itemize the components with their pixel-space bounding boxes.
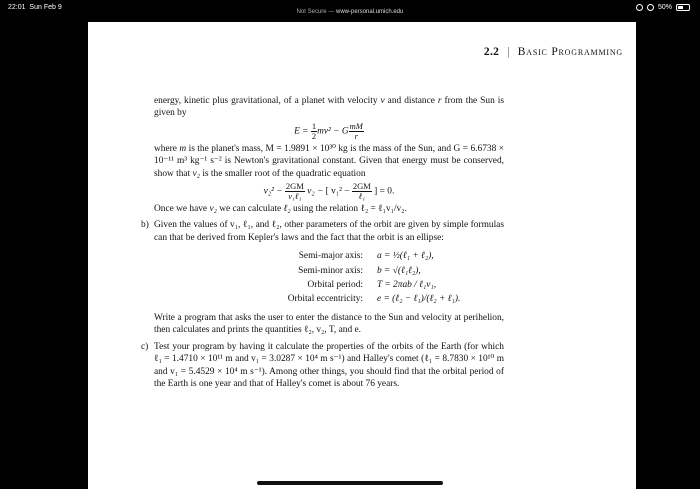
part-c-text: Test your program by having it calculate the properties of the orbits of the Earth (for which ℓ₁ = 1.4710 × 10¹¹ m and v₁ = 3.0287 × 10⁴ m s⁻¹) and Halley's comet (ℓ₁ = 8.7830 × 10¹⁰ m and v₁ = 5.4529 × 10⁴ m s⁻¹). Among other things, you should find that the orbital period of the Earth is one year and that of Halley's comet is about 76 years. (154, 341, 504, 389)
part-c-label: c) (141, 341, 149, 352)
part-c (141, 341, 504, 391)
formula-row: Orbital eccentricity: e = (ℓ₂ − ℓ₁)/(ℓ₂ + ℓ₁). (287, 294, 461, 305)
document-page (88, 22, 636, 489)
paragraph-program: Write a program that asks the user to enter the distance to the Sun and velocity at perihelion, then calculates and prints the quantities ℓ₂, v₂, T, and e. (154, 312, 504, 336)
orbit-formulas (254, 250, 504, 306)
paragraph-relation: Once we have v₂ we can calculate ℓ₂ using the relation ℓ₂ = ℓ₁v₁/v₂. (154, 204, 407, 215)
document-body (141, 95, 504, 390)
section-number: 2.2 (483, 46, 500, 58)
home-indicator[interactable] (257, 481, 443, 485)
equation-energy: E = $\frac{1}{2}$ mv² − G $\frac{mM}{r}$ (294, 120, 363, 141)
page-header: 2.2 | Basic Programming (483, 46, 623, 58)
formula-row: Semi-major axis: a = ½(ℓ₁ + ℓ₂), (298, 251, 434, 262)
url-host: www-personal.umich.edu (335, 9, 404, 15)
part-b-label: b) (141, 220, 149, 231)
part-b (141, 219, 504, 244)
equation-quadratic: v₂² − $\frac{2GM}{\text{v₁ℓ₁}}$ v₂ − [ v₁² − $\frac{2GM}{\text{ℓ₁}}$ ] = 0. (263, 181, 395, 202)
not-secure-label: Not Secure — (296, 9, 335, 15)
status-time: 22:01 Sun Feb 9 (8, 4, 62, 11)
section-title: Basic Programming (517, 46, 623, 58)
battery-percent: 50% (657, 4, 672, 11)
formula-row: Orbital period: T = 2πab / ℓ₁v₁, (307, 280, 437, 291)
paragraph-energy: energy, kinetic plus gravitational, of a planet with velocity v and distance r from the Sun is given by (154, 96, 504, 119)
part-b-text: Given the values of v₁, ℓ₁, and ℓ₂, other parameters of the orbit are given by simple formulas can that be derived from Kepler's laws and the fact that the orbit is an ellipse: (154, 220, 504, 243)
formula-row: Semi-minor axis: b = √(ℓ₁ℓ₂), (298, 265, 421, 276)
url-bar[interactable] (0, 9, 700, 15)
paragraph-constants: where m is the planet's mass, M = 1.9891 × 10³⁰ kg is the mass of the Sun, and G = 6.6738 × 10⁻¹¹ m³ kg⁻¹ s⁻² is Newton's gravitational constant. Given that energy must be conserved, show that v₂ is the smaller root of the quadratic equation (154, 143, 504, 179)
